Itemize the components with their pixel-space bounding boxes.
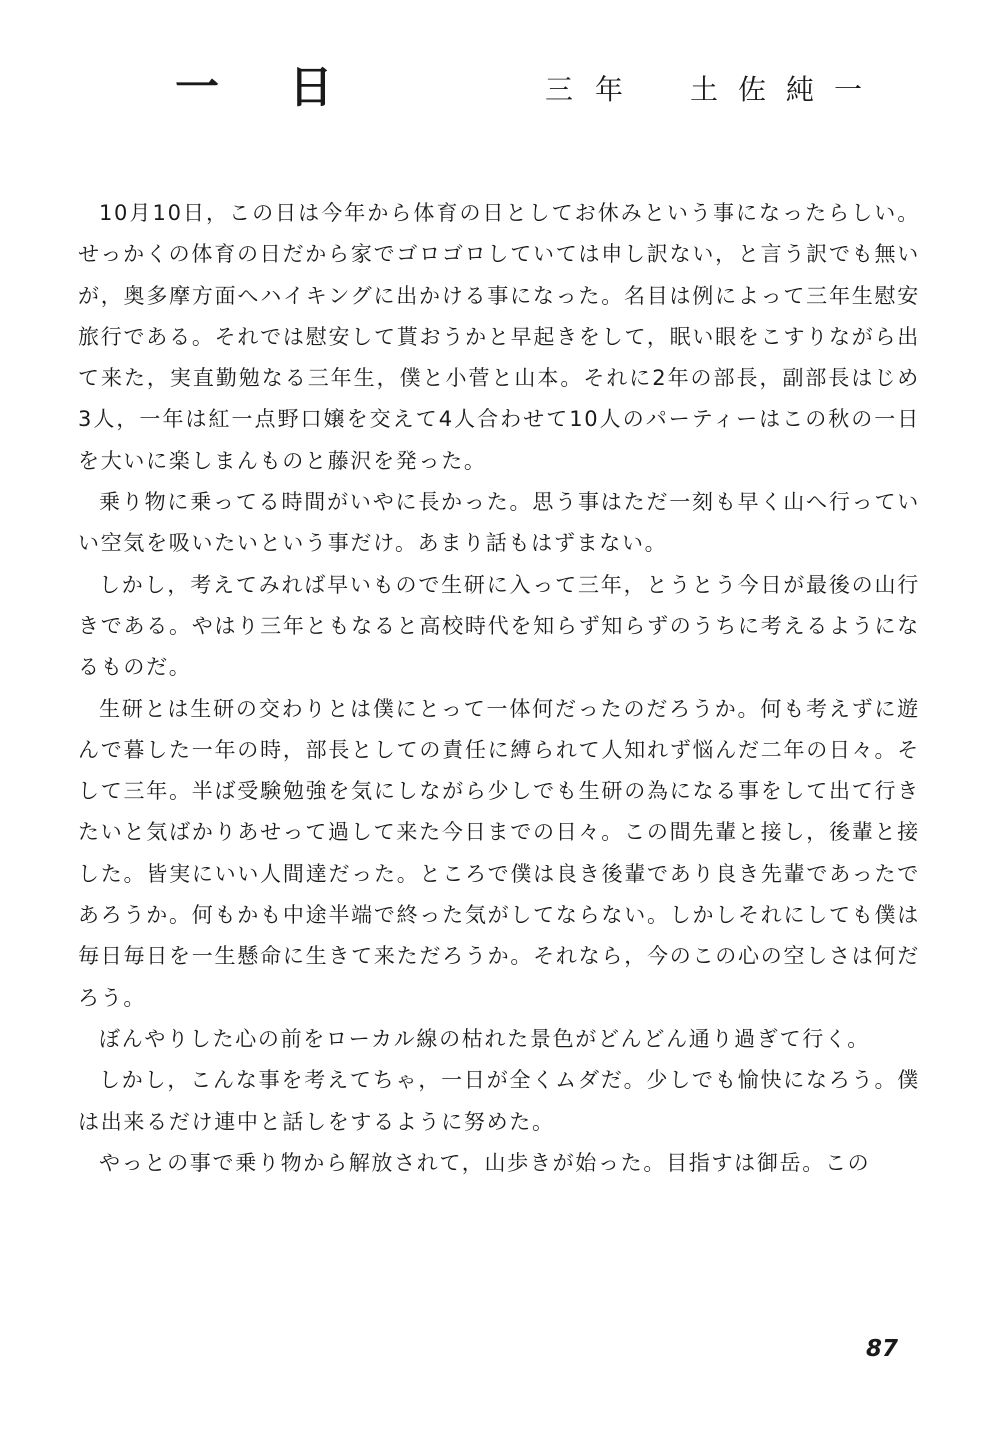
paragraph-2: 乗り物に乗ってる時間がいやに長かった。思う事はただ一刻も早く山へ行っていい空気を吸いたいという事だけ。あまり話もはずまない。 [78, 490, 920, 556]
title-row [0, 60, 1000, 120]
paragraph-7: やっとの事で乗り物から解放されて，山歩きが始った。目指すは御岳。この [99, 1150, 871, 1175]
paragraph-1: 10月10日，この日は今年から体育の日としてお休みという事になったらしい。せっかくの体育の日だから家でゴロゴロしていては申し訳ない，と言う訳でも無いが，奥多摩方面へハイキングに出かける事になった。名目は例によって三年生慰安旅行である。それでは慰安して貰おうかと早起きをして，眠い眼をこすりながら出て来た，実直勤勉なる三年生，僕と小菅と山本。それに2年の部長，副部長はじめ3人，一年は紅一点野口嬢を交えて4人合わせて10人のパーティーはこの秋の一日を大いに楽しまんものと藤沢を発った。 [78, 201, 920, 473]
article-body [78, 193, 920, 1184]
author-name: 土佐純一 [690, 73, 883, 106]
paragraph-4: 生研とは生研の交わりとは僕にとって一体何だったのだろうか。何も考えずに遊んで暮した一年の時，部長としての責任に縛られて人知れず悩んだ二年の日々。そして三年。半ば受験勉強を気にしながら少しでも生研の為になる事をして出て行きたいと気ばかりあせって過して来た今日までの日々。この間先輩と接し，後輩と接した。皆実にいい人間達だった。ところで僕は良き後輩であり良き先輩であったであろうか。何もかも中途半端で終った気がしてならない。しかしそれにしても僕は毎日毎日を一生懸命に生きて来ただろうか。それなら，今のこの心の空しさは何だろう。 [78, 696, 920, 1010]
page-number: 87 [866, 1336, 899, 1362]
paragraph-5: ぼんやりした心の前をローカル線の枯れた景色がどんどん通り過ぎて行く。 [99, 1026, 870, 1051]
article-title: 一日 [175, 62, 403, 113]
paragraph-3: しかし，考えてみれば早いもので生研に入って三年，とうとう今日が最後の山行きである。やはり三年ともなると高校時代を知らず知らずのうちに考えるようになるものだ。 [78, 572, 920, 680]
paragraph-6: しかし，こんな事を考えてちゃ，一日が全くムダだ。少しでも愉快になろう。僕は出来るだけ連中と話しをするように努めた。 [78, 1068, 920, 1134]
author-grade: 三年 [545, 73, 646, 106]
